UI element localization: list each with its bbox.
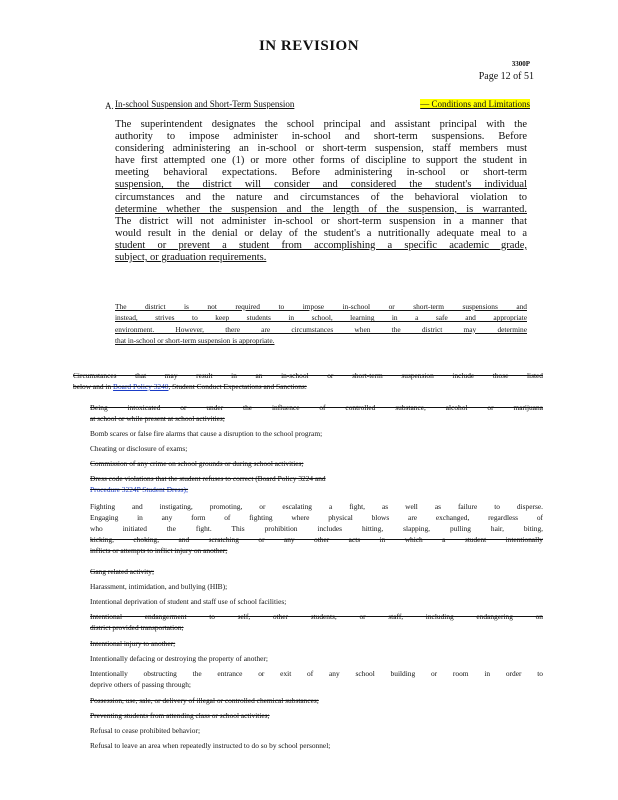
policy-number: 3300P [511,60,530,68]
paragraph-line: meeting behavioral expectations. Before administering in-school or short-term [115,167,527,179]
paragraph-line: subject, or graduation requirements. [115,252,267,264]
paragraph-line: determine whether the suspension and the length of the suspension, is warranted. [115,203,527,215]
paragraph-line: would result in the denial or delay of the student's a nutritionally adequate meal to a [115,227,527,239]
page-indicator: Page 12 of 51 [478,71,534,82]
list-item-line: Intentional endangerment to self, other students, or staff, including endangering on [90,612,543,621]
list-item-line: Gang related activity; [90,567,155,576]
list-item-line: Intentional injury to another; [90,639,176,648]
intro-text: below and in [73,382,112,392]
list-item-line: Harassment, intimidation, and bullying (HIB); [90,582,228,591]
paragraph-line: environment. However, there are circumstances when the district may determine [115,324,527,334]
list-item-line: Refusal to cease prohibited behavior; [90,726,201,735]
intro-text-end: , Student Conduct Expectations and Sanctions: [168,382,307,392]
list-item-line: who initiated the fight. This prohibition includes hitting, slapping, pulling hair, biting, [90,524,543,534]
board-policy-3240-link[interactable]: Board Policy 3240 [113,382,169,392]
paragraph-line: circumstances and the nature and circumstances of the behavioral violation to [115,191,527,203]
list-item-line: Bomb scares or false fire alarms that cause a disruption to the school program; [90,429,323,438]
section-heading-left: In-school Suspension and Short-Term Suspension [115,99,295,109]
list-item-line: Intentionally obstructing the entrance or exit of any school building or room in order to [90,669,543,678]
district-discretion-paragraph [115,301,527,347]
paragraph-line: The district will not administer in-school or short-term suspension in a manner that [115,215,527,227]
list-item-line: Intentional deprivation of student and staff use of school facilities; [90,597,287,606]
list-item-line: inflicts or attempts to inflict injury on another; [90,546,228,556]
list-item-line: Possession, use, sale, or delivery of illegal or controlled chemical substances; [90,696,319,705]
intro-line: Circumstances that may result in an in-school or short-term suspension include those listed [73,371,543,380]
list-item-line: Procedure 3224P Student Dress); [90,485,189,495]
paragraph-line: student or prevent a student from accomplishing a specific academic grade, [115,239,527,251]
list-item-line: Fighting and instigating, promoting, or escalating a fight, as well as failure to disperse. [90,502,543,511]
suspension-authority-paragraph [115,119,527,264]
paragraph-line: considering administering an in-school or short-term suspension, staff members must [115,143,527,155]
paragraph-line: authority to impose administer in-school and short-term suspensions. Before [115,131,527,143]
section-heading [115,99,530,109]
list-item-line: Intentionally defacing or destroying the property of another; [90,654,268,663]
list-item-line: Being intoxicated or under the influence of controlled substance, alcohol or marijuana [90,403,543,412]
document-title: IN REVISION [258,38,360,54]
intro-line-2 [73,381,543,392]
list-item-line: Preventing students from attending class or school activities; [90,711,270,720]
list-item-line: kicking, choking, and scratching or any other acts in which a student intentionally [90,535,543,545]
paragraph-line: The district is not required to impose in-school or short-term suspensions and [115,302,527,311]
list-item-line: deprive others of passing through; [90,680,191,690]
list-item-line: Commission of any crime on school grounds or during school activities; [90,459,304,468]
paragraph-line: have first attempted one (1) or more other forms of discipline to support the student in [115,155,527,167]
paragraph-line: suspension, the district will consider and considered the student's individual [115,179,527,191]
section-heading-right: — Conditions and Limitations [420,99,530,109]
paragraph-line: that in-school or short-term suspension is appropriate. [115,336,275,346]
circumstances-intro [73,370,543,392]
list-item-line: Engaging in any form of fighting where physical blows are exchanged, regardless of [90,513,543,523]
list-item-line: Dress code violations that the student refuses to correct (Board Policy 3224 and [90,474,326,483]
paragraph-line: instead, strives to keep students in school, learning in a safe and appropriate [115,313,527,323]
section-letter: A. [105,101,114,111]
list-item-line: Refusal to leave an area when repeatedly instructed to do so by school personnel; [90,741,331,750]
paragraph-line: The superintendent designates the school principal and assistant principal with the [115,119,527,130]
list-item-line: Cheating or disclosure of exams; [90,444,188,453]
list-item-line: at school or while present at school activities; [90,414,225,424]
list-item-line: district provided transportation; [90,623,184,633]
circumstances-list [73,392,543,782]
